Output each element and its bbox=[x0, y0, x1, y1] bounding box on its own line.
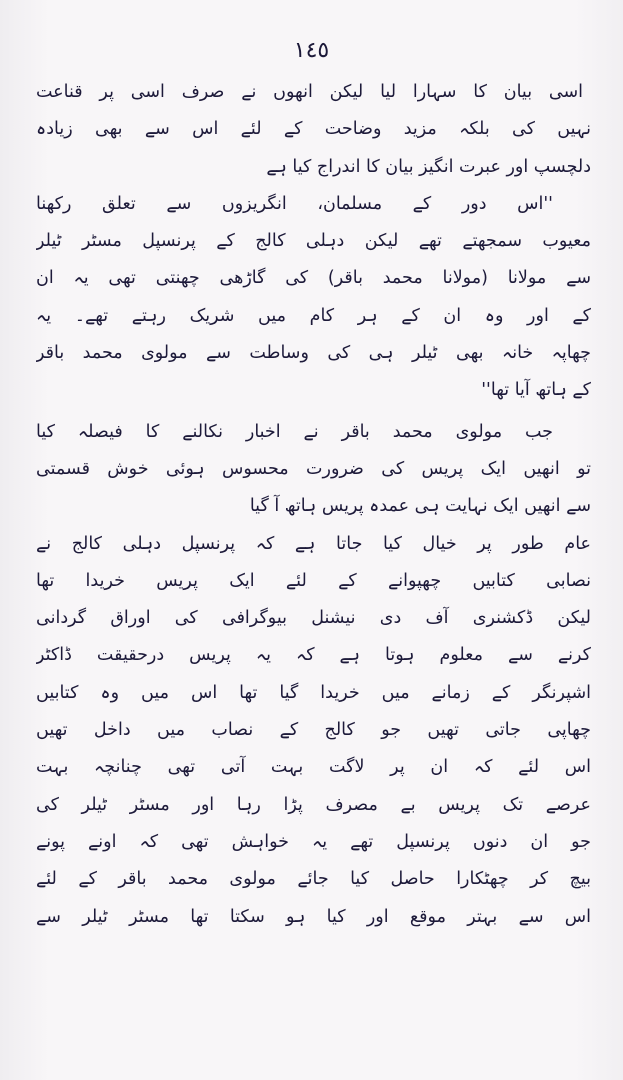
text-line: عرصے تک پریس بے مصرف پڑا رہا اور مسٹر ٹیلر کی bbox=[36, 794, 591, 815]
text-line: اس سے بہتر موقع اور کیا ہو سکتا تھا مسٹر ٹیلر سے bbox=[36, 906, 591, 927]
text-line: بیچ کر چھٹکارا حاصل کیا جائے مولوی محمد باقر کے لئے bbox=[36, 869, 591, 890]
text-line: چھاپی جاتی تھیں جو کالج کے نصاب میں داخل تھیں bbox=[36, 720, 591, 741]
text-line: اشپرنگر کے زمانے میں خریدا گیا تھا اس میں وہ کتابیں bbox=[36, 682, 591, 703]
text-line: دلچسپ اور عبرت انگیز بیان کا اندراج کیا ہے bbox=[266, 156, 591, 177]
text-line: نہیں کی بلکہ مزید وضاحت کے لئے اس سے بھی زیادہ bbox=[36, 119, 591, 140]
text-line: کے اور وہ ان کے ہر کام میں شریک رہتے تھے۔ یہ bbox=[36, 305, 591, 326]
text-line: معیوب سمجھتے تھے لیکن دہلی کالج کے پرنسپل مسٹر ٹیلر bbox=[36, 231, 591, 252]
text-line: تو انھیں ایک پریس کی ضرورت محسوس ہوئی خوش قسمتی bbox=[36, 458, 591, 479]
text-line: جو ان دنوں پرنسپل تھے یہ خواہش تھی کہ اونے پونے bbox=[36, 831, 591, 852]
text-line: لیکن ڈکشنری آف دی نیشنل بیوگرافی کی اوراق گردانی bbox=[36, 608, 591, 629]
text-line: چھاپہ خانہ بھی ٹیلر ہی کی وساطت سے مولوی محمد باقر bbox=[36, 343, 591, 364]
text-line: کرنے سے معلوم ہوتا ہے کہ یہ پریس درحقیقت ڈاکٹر bbox=[36, 645, 591, 666]
text-line: سے مولانا (مولانا محمد باقر) کی گاڑھی چھنتی تھی یہ ان bbox=[36, 268, 591, 289]
text-line: سے انھیں ایک نہایت ہی عمدہ پریس ہاتھ آ گیا bbox=[249, 496, 591, 517]
text-line: اس لئے کہ ان پر لاگت بہت آتی تھی چنانچہ بہت bbox=[36, 757, 591, 778]
text-line: جب مولوی محمد باقر نے اخبار نکالنے کا فیصلہ کیا bbox=[36, 421, 553, 442]
text-line: اسی بیان کا سہارا لیا لیکن انھوں نے صرف اسی پر قناعت bbox=[36, 82, 583, 102]
text-line: نصابی کتابیں چھپوانے کے لئے ایک پریس خریدا تھا bbox=[36, 570, 591, 591]
text-line: عام طور پر خیال کیا جاتا ہے کہ پرنسپل دہلی کالج نے bbox=[36, 533, 591, 554]
text-line: ''اس دور کے مسلمان، انگریزوں سے تعلق رکھنا bbox=[36, 193, 553, 214]
page-number: ١٤٥ bbox=[293, 38, 330, 63]
urdu-text-body bbox=[36, 74, 591, 936]
text-line: کے ہاتھ آیا تھا'' bbox=[481, 380, 591, 401]
